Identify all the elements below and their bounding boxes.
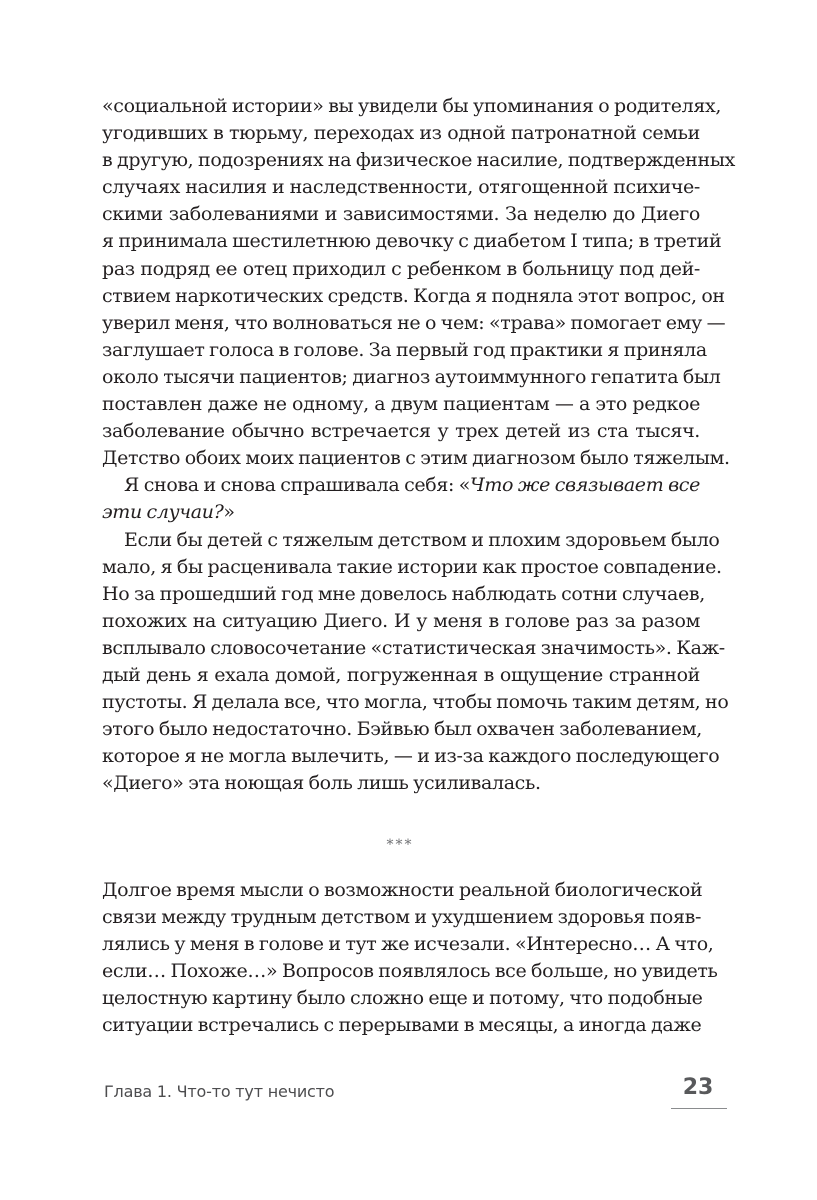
text-line: ствием наркотических средств. Когда я подняла этот вопрос, он xyxy=(102,284,725,307)
text-line: заболевание обычно встречается у трех детей из ста тысяч. xyxy=(102,420,700,443)
text-line: если… Похоже…» Вопросов появлялось все больше, но увидеть xyxy=(102,960,718,983)
text-line: Но за прошедший год мне довелось наблюдать сотни случаев, xyxy=(102,582,705,605)
paragraph-2 xyxy=(102,472,700,526)
text-line: угодивших в тюрьму, переходах из одной патронатной семьи xyxy=(102,122,700,145)
text-line: в другую, подозрениях на физическое насилие, подтвержденных xyxy=(102,149,735,172)
text-line: мало, я бы расценивала такие истории как простое совпадение. xyxy=(102,555,722,578)
paragraph-4 xyxy=(102,877,718,1040)
text-line: лялись у меня в голове и тут же исчезали. «Интересно… А что, xyxy=(102,933,714,956)
page-number: 23 xyxy=(682,1075,714,1100)
text-line: Если бы детей с тяжелым детством и плохим здоровьем было xyxy=(124,528,720,551)
text-line xyxy=(102,499,700,526)
text-line: «Диего» эта ноющая боль лишь усиливалась. xyxy=(102,772,541,795)
text-line: похожих на ситуацию Диего. И у меня в голове раз за разом xyxy=(102,609,700,632)
text-line: ситуации встречались с перерывами в месяцы, а иногда даже xyxy=(102,1014,702,1037)
text-line: всплывало словосочетание «статистическая значимость». Каж- xyxy=(102,636,725,659)
text-line: поставлен даже не одному, а двум пациентам — а это редкое xyxy=(102,393,700,416)
text-line xyxy=(102,472,700,499)
text-line: скими заболеваниями и зависимостями. За неделю до Диего xyxy=(102,203,700,226)
text-line: Детство обоих моих пациентов с этим диагнозом было тяжелым. xyxy=(102,447,730,470)
text-line: дый день я ехала домой, погруженная в ощущение странной xyxy=(102,663,700,686)
italic-question: Что же связывает все xyxy=(470,474,700,497)
text-line: пустоты. Я делала все, что могла, чтобы помочь таким детям, но xyxy=(102,691,729,714)
text-line: связи между трудным детством и ухудшением здоровья появ- xyxy=(102,906,702,929)
italic-question-end: эти случаи? xyxy=(102,501,224,524)
text-line: раз подряд ее отец приходил с ребенком в больницу под дей- xyxy=(102,257,700,280)
paragraph-1 xyxy=(102,93,735,472)
paragraph-3 xyxy=(102,527,729,798)
text-line: я принимала шестилетнюю девочку с диабетом I типа; в третий xyxy=(102,230,722,253)
text-line: Долгое время мысли о возможности реальной биологической xyxy=(102,879,703,901)
quote-prefix: Я снова и снова спрашивала себя: « xyxy=(124,474,471,497)
running-footer-chapter: Глава 1. Что-то тут нечисто xyxy=(104,1082,335,1101)
text-line: целостную картину было сложно еще и потому, что подобные xyxy=(102,987,703,1010)
text-line: уверил меня, что волноваться не о чем: «трава» помогает ему — xyxy=(102,311,726,334)
section-separator: *** xyxy=(386,837,414,853)
text-line: около тысячи пациентов; диагноз аутоиммунного гепатита был xyxy=(102,365,721,388)
main-text xyxy=(102,93,735,797)
text-line: которое я не могла вылечить, — и из-за каждого последующего xyxy=(102,745,720,768)
text-line: заглушает голоса в голове. За первый год практики я приняла xyxy=(102,338,707,361)
quote-suffix: » xyxy=(223,501,235,524)
text-line: «социальной истории» вы увидели бы упоминания о родителях, xyxy=(102,95,722,117)
text-line: случаях насилия и наследственности, отягощенной психиче- xyxy=(102,176,700,199)
text-line: этого было недостаточно. Бэйвью был охвачен заболеванием, xyxy=(102,718,702,741)
page-number-rule xyxy=(671,1108,727,1109)
